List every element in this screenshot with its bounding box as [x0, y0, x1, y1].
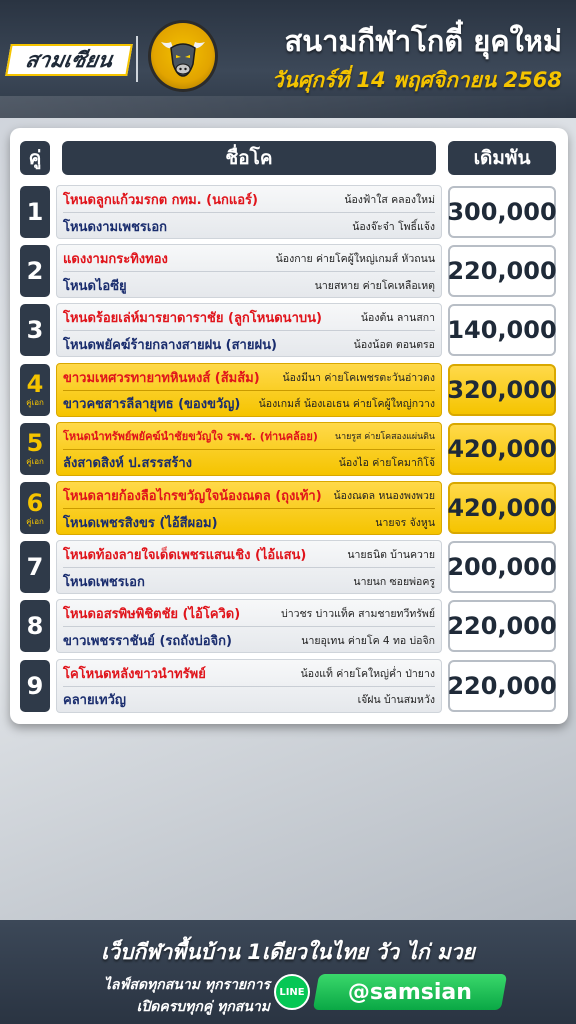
fighter-b-name: โหนดไอซียู — [63, 278, 127, 294]
fight-row — [10, 303, 568, 357]
fighter-a — [63, 601, 435, 627]
bull-head-icon — [148, 20, 218, 92]
fighter-b — [63, 331, 435, 357]
header-stripe — [0, 96, 576, 118]
header-banner — [0, 0, 576, 118]
fighter-a-owner: นายธนิต บ้านควาย — [347, 549, 435, 562]
fighter-a-name: โหนดนำทรัพย์พยัคฆ์นำชัยขวัญใจ รพ.ช. (ท่านคล้อย) — [63, 430, 318, 444]
footer-line2: เปิดครบทุกคู่ ทุกสนาม — [136, 999, 270, 1015]
fighter-b-owner: นายนก ซอยพ่อครู — [353, 575, 435, 588]
fight-row — [10, 659, 568, 713]
fighter-a-owner: น้องฟ้าใส คลองใหม่ — [344, 194, 435, 206]
fighter-names — [56, 599, 442, 653]
fighter-names — [56, 481, 442, 535]
footer-banner — [0, 920, 576, 1024]
bet-amount: 220,000 — [448, 600, 556, 652]
fighter-names — [56, 244, 442, 298]
bull-head-icon-svg — [157, 30, 209, 82]
fighter-names — [56, 363, 442, 417]
fight-table — [10, 128, 568, 724]
fighter-b — [63, 272, 435, 298]
line-id-text: @samsian — [347, 979, 472, 1005]
fighter-b-owner: น้องไอ ค่ายโคมากิโจ้ — [338, 457, 435, 470]
header-name: ชื่อโค — [62, 141, 436, 175]
pair-number-badge — [20, 423, 50, 475]
event-date: วันศุกร์ที่ 14 พฤศจิกายน 2568 — [271, 68, 562, 92]
fight-row — [10, 185, 568, 239]
header-pair: คู่ — [20, 141, 50, 175]
fighter-a-name: ขาวมเหศวรทายาทหินหงส์ (ส้มส้ม) — [63, 370, 260, 386]
bet-amount: 220,000 — [448, 245, 556, 297]
fighter-a-name: โหนดอสรพิษพิชิตชัย (ไอ้โควิด) — [63, 607, 241, 623]
pair-number-badge — [20, 600, 50, 652]
main-pair-label: คู่เอก — [26, 457, 44, 467]
footer-slogan: เว็บกีฬาพื้นบ้าน 1เดียวในไทย วัว ไก่ มวย — [101, 940, 475, 964]
fighter-a-owner: น้องณดล หนองพงพวย — [333, 490, 435, 502]
pair-number-badge — [20, 541, 50, 593]
fighter-b-name: โหนดเพชรเอก — [63, 574, 145, 590]
pair-number-badge — [20, 660, 50, 712]
bet-amount: 300,000 — [448, 186, 556, 238]
header-bet: เดิมพัน — [448, 141, 556, 175]
pair-number-badge — [20, 364, 50, 416]
bet-amount: 200,000 — [448, 541, 556, 593]
fighter-b-name: ขาวเพชรราชันย์ (รถถังบ่อจิก) — [63, 633, 232, 649]
fighter-names — [56, 422, 442, 476]
fighter-b-owner: เจ๊ฝน บ้านสมหวัง — [357, 694, 435, 707]
fighter-b-owner: นายอุเทน ค่ายโค 4 ทอ บ่อจิก — [301, 634, 435, 647]
bet-amount: 420,000 — [448, 482, 556, 534]
pair-number: 4 — [26, 370, 44, 399]
fighter-a — [63, 305, 435, 331]
fighter-b-name: ขาวคชสารลีลายุทธ (ของขวัญ) — [63, 397, 241, 413]
fighter-a-name: โหนดท้องลายใจเด็ดเพชรแสนเชิง (ไอ้แสน) — [63, 548, 307, 564]
fighter-a-owner: นายรูส ค่ายโคสองแผ่นดิน — [335, 432, 435, 443]
main-pair-label: คู่เอก — [26, 398, 44, 408]
fighter-a-owner: บ่าวชร บ่าวแท็ค สามชายทวีทรัพย์ — [281, 608, 435, 621]
line-app-icon[interactable]: LINE — [274, 974, 310, 1010]
fighter-b-name: โหนดเพชรสิงขร (ไอ้สีผอม) — [63, 515, 218, 531]
pair-number-badge — [20, 482, 50, 534]
fight-row — [10, 363, 568, 417]
bet-amount: 420,000 — [448, 423, 556, 475]
fighter-b-owner: นายจร จังหูน — [375, 516, 435, 529]
pair-number: 3 — [26, 316, 44, 345]
pair-number: 6 — [26, 488, 44, 517]
fighter-names — [56, 303, 442, 357]
fighter-names — [56, 659, 442, 713]
fighter-a-owner: น้องแท็ ค่ายโคใหญ่ค่ำ ป่ายาง — [300, 667, 435, 680]
fighter-b — [63, 509, 435, 535]
fighter-a — [63, 424, 435, 450]
bet-amount: 140,000 — [448, 304, 556, 356]
fighter-b-owner: น้องเกมส์ น้องเอเธน ค่ายโคผู้ใหญ่กวาง — [258, 398, 435, 411]
fighter-names — [56, 185, 442, 239]
pair-number-badge — [20, 245, 50, 297]
pair-number: 5 — [26, 429, 44, 458]
fighter-a-owner: น้องกาย ค่ายโคผู้ใหญ่เกมส์ หัวถนน — [275, 253, 435, 266]
fighter-b — [63, 568, 435, 594]
fighter-a-name: โหนดร้อยเล่ห์มารยาดาราชัย (ลูกโหนดนาบน) — [63, 311, 322, 327]
fighter-b — [63, 627, 435, 653]
brand-logo — [5, 44, 133, 76]
fighter-b-name: โหนดพยัคฆ์ร้ายกลางสายฝน (สายฝน) — [63, 337, 277, 353]
fighter-a — [63, 365, 435, 391]
fighter-b-owner: น้องน้อต ตอนตรอ — [353, 338, 435, 351]
pair-number: 1 — [26, 198, 44, 226]
fighter-b-name: โหนดงามเพชรเอก — [63, 219, 168, 235]
fighter-a — [63, 661, 435, 687]
bet-amount: 220,000 — [448, 660, 556, 712]
fighter-a — [63, 246, 435, 272]
fight-row — [10, 540, 568, 594]
fighter-b-owner: นายสหาย ค่ายโคเหลือเหตุ — [314, 279, 435, 292]
pair-number-badge — [20, 304, 50, 356]
fighter-b — [63, 687, 435, 713]
pair-number-badge — [20, 186, 50, 238]
pair-number: 8 — [26, 612, 44, 641]
fight-row — [10, 481, 568, 535]
fighter-a-name: โหนดลายก้องลือไกรขวัญใจน้องณดล (ถุงเท้า) — [63, 489, 322, 504]
logo-divider — [136, 36, 138, 82]
fight-row — [10, 422, 568, 476]
fighter-b — [63, 450, 435, 476]
fighter-a-name: แดงงามกระทิงทอง — [63, 252, 168, 268]
fighter-a — [63, 483, 435, 509]
pair-number: 7 — [26, 553, 44, 582]
page-title: สนามกีฬาโกตี๋ ยุคใหม่ — [284, 24, 562, 58]
fighter-b-name: คลายเทวัญ — [63, 693, 126, 709]
fighter-a — [63, 542, 435, 568]
fighter-b — [63, 391, 435, 417]
fighter-b-name: ลังสาดสิงห์ ป.สรรสร้าง — [63, 456, 193, 472]
pair-number: 9 — [26, 671, 44, 700]
fight-row — [10, 244, 568, 298]
fighter-a-owner: น้องต้น ลานสกา — [360, 312, 435, 325]
fighter-a-name: โหนดลูกแก้วมรกต กทม. (นกแอร์) — [63, 193, 258, 208]
fighter-names — [56, 540, 442, 594]
fighter-a — [63, 187, 435, 213]
fighter-b — [63, 213, 435, 239]
footer-line1: ไลฟ์สดทุกสนาม ทุกรายการ — [103, 977, 270, 993]
fight-row — [10, 599, 568, 653]
line-id-button[interactable] — [313, 974, 507, 1010]
fighter-a-name: โคโหนดหลังขาวนำทรัพย์ — [63, 666, 206, 682]
pair-number: 2 — [26, 257, 44, 286]
bet-amount: 320,000 — [448, 364, 556, 416]
main-pair-label: คู่เอก — [26, 516, 44, 526]
fighter-a-owner: น้องมีนา ค่ายโคเพชรตะวันอ่าวตง — [282, 371, 435, 384]
brand-logo-text: สามเซียน — [23, 47, 115, 72]
fighter-b-owner: น้องจ๊ะจ๋า โพธิ์แจ้ง — [352, 220, 435, 233]
